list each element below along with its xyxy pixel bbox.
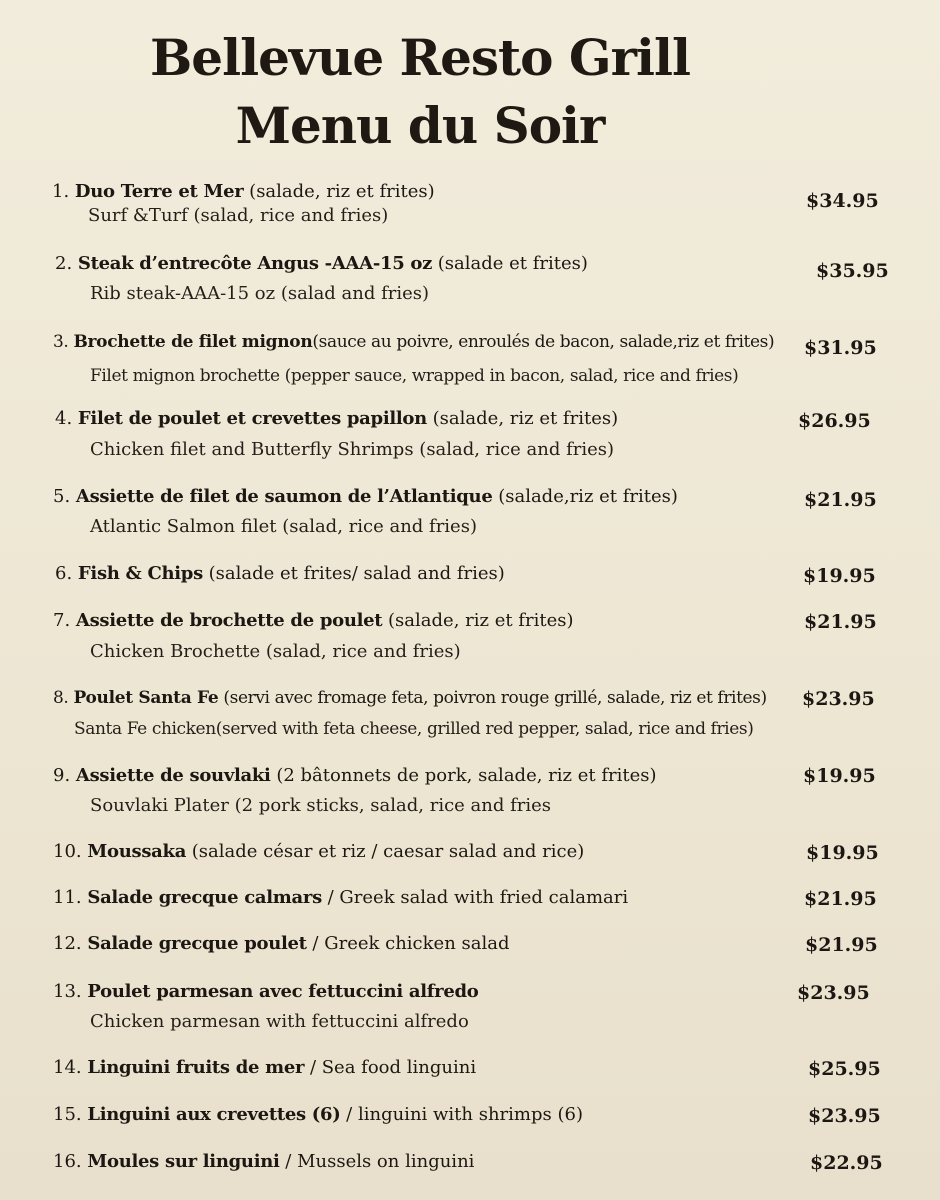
item-name: Duo Terre et Mer [74,181,244,202]
item-name: Linguini aux crevettes (6) [87,1104,341,1125]
item-number: 11. [53,887,82,908]
item-french-line [53,1150,474,1174]
item-french-line [53,1103,583,1127]
item-number: 8. [53,688,69,708]
item-number: 15. [53,1104,82,1125]
item-price: $21.95 [805,934,878,956]
item-french-line [55,252,588,276]
item-name: Assiette de brochette de poulet [75,610,383,631]
item-number: 7. [53,610,71,631]
item-english-line: Surf &Turf (salad, rice and fries) [88,205,389,226]
item-french-line [53,932,510,956]
item-french-detail: (servi avec fromage feta, poivron rouge grillé, salade, riz et frites) [218,688,767,708]
item-french-line [53,840,584,864]
item-name: Poulet Santa Fe [73,688,219,708]
item-price: $31.95 [804,337,877,359]
item-french-detail: / Sea food linguini [304,1057,477,1078]
item-name: Salade grecque calmars [87,887,322,908]
item-price: $21.95 [804,611,877,633]
item-number: 12. [53,933,82,954]
item-french-line [55,562,505,586]
item-english-line: Chicken parmesan with fettuccini alfredo [90,1011,469,1032]
item-price: $34.95 [806,190,879,212]
item-number: 16. [53,1151,82,1172]
item-french-line [53,764,657,788]
item-number: 2. [55,253,73,274]
item-name: Fish & Chips [77,563,203,584]
item-english-line: Filet mignon brochette (pepper sauce, wrapped in bacon, salad, rice and fries) [90,366,739,386]
item-english-line: Chicken Brochette (salad, rice and fries) [90,641,461,662]
item-name: Moules sur linguini [87,1151,280,1172]
item-french-detail: (salade et frites/ salad and fries) [202,563,505,584]
item-number: 10. [53,841,82,862]
item-french-detail: (sauce au poivre, enroulés de bacon, salade,riz et frites) [312,332,775,352]
item-number: 13. [53,981,82,1002]
restaurant-name: Bellevue Resto Grill [150,28,690,87]
item-price: $35.95 [816,260,889,282]
item-name: Linguini fruits de mer [87,1057,305,1078]
item-english-line: Souvlaki Plater (2 pork sticks, salad, rice and fries [90,795,552,816]
item-french-line [53,485,678,509]
item-price: $22.95 [810,1152,883,1174]
item-name: Brochette de filet mignon [73,332,313,352]
item-french-detail: (salade, riz et frites) [243,181,435,202]
menu-title: Menu du Soir [235,96,605,155]
item-french-line [53,980,479,1004]
item-french-line [52,180,435,204]
item-price: $19.95 [803,565,876,587]
item-english-line: Santa Fe chicken(served with feta cheese, grilled red pepper, salad, rice and fries) [74,719,754,739]
item-french-line [55,407,618,431]
item-price: $23.95 [808,1105,881,1127]
item-english-line: Chicken filet and Butterfly Shrimps (salad, rice and fries) [90,439,615,460]
item-name: Filet de poulet et crevettes papillon [77,408,427,429]
item-name: Salade grecque poulet [87,933,307,954]
item-french-line [53,686,767,710]
item-price: $21.95 [804,888,877,910]
item-price: $21.95 [804,489,877,511]
item-french-line [53,886,628,910]
item-name: Assiette de souvlaki [75,765,271,786]
item-name: Moussaka [87,841,187,862]
item-number: 1. [52,181,70,202]
item-price: $19.95 [803,765,876,787]
item-french-detail: (salade, riz et frites) [426,408,619,429]
item-number: 6. [55,563,73,584]
item-french-detail: / Greek salad with fried calamari [321,887,629,908]
item-price: $25.95 [808,1058,881,1080]
item-french-detail: (salade, riz et frites) [382,610,574,631]
item-french-detail: (salade et frites) [432,253,588,274]
item-french-line [53,1056,476,1080]
item-english-line: Atlantic Salmon filet (salad, rice and fries) [90,516,477,537]
item-number: 5. [53,486,71,507]
item-price: $23.95 [797,982,870,1004]
item-number: 9. [53,765,71,786]
item-french-detail: / Greek chicken salad [306,933,510,954]
item-price: $26.95 [798,410,871,432]
item-french-detail: (salade,riz et frites) [492,486,678,507]
item-number: 4. [55,408,73,429]
item-french-detail: / Mussels on linguini [279,1151,475,1172]
item-price: $23.95 [802,688,875,710]
item-name: Steak d’entrecôte Angus -AAA-15 oz [77,253,433,274]
item-number: 3. [53,332,69,352]
item-french-line [53,609,573,633]
item-price: $19.95 [806,842,879,864]
item-english-line: Rib steak-AAA-15 oz (salad and fries) [90,283,430,304]
item-french-detail: (2 bâtonnets de pork, salade, riz et frites) [270,765,657,786]
item-name: Assiette de filet de saumon de l’Atlantique [75,486,493,507]
item-french-detail: (salade césar et riz / caesar salad and rice) [186,841,585,862]
item-french-detail: / linguini with shrimps (6) [340,1104,583,1125]
item-name: Poulet parmesan avec fettuccini alfredo [87,981,479,1002]
item-french-line [53,330,774,354]
item-number: 14. [53,1057,82,1078]
